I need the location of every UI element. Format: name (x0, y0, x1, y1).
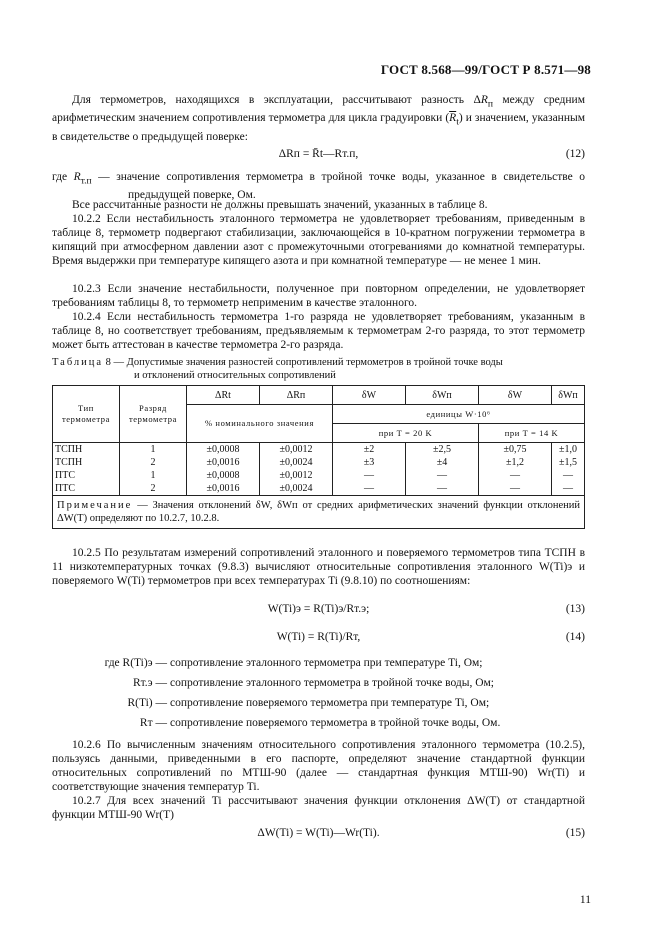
col-dWp-14-header: δWп (552, 386, 585, 405)
equation-15-number: (15) (565, 827, 585, 839)
table-row: ПТС 1 ±0,0008 ±0,0012 — — — — (53, 469, 585, 482)
paragraph-10-2-5: 10.2.5 По результатам измерений сопротивлений эталонного и поверяемого термометров типа ТСПН в 11 низкотемпературных точках (9.8.3) вычисляют относительные сопротивления эталонного W(Ti)э и поверяемого W(Ti) термометров при всех температурах Ti (9.8.10) по соотношениям: (52, 547, 585, 587)
table-row: ТСПН 1 ±0,0008 ±0,0012 ±2 ±2,5 ±0,75 ±1,0 (53, 443, 585, 457)
col-dWp-20-header: δWп (406, 386, 479, 405)
equation-13-number: (13) (565, 603, 585, 615)
paragraph-10-2-4: 10.2.4 Если нестабильность термометра 1-го разряда не удовлетворяет требованиям, указанным в таблице 8, но соответствует требованиям, предъявляемым к термометрам 2-го разряда, то этот термометр может быть аттестован в качестве термометра 2-го разряда. (52, 311, 585, 351)
at-14k: при T = 14 K (479, 424, 585, 443)
where-12-definition: где $R_{т.п}$ — значение сопротивления термометра в тройной точке воды, указанное в свидетельстве о предыдущей поверке, Ом. (52, 171, 585, 202)
table-row: ПТС 2 ±0,0016 ±0,0024 — — — — (53, 482, 585, 496)
paragraph-limits: Все рассчитанные разности не должны превышать значений, указанных в таблице 8. (72, 199, 488, 211)
units-w: единицы W·10⁶ (333, 405, 585, 424)
equation-15-formula: ΔW(Ti) = W(Ti)—Wr(Ti). (257, 827, 380, 839)
table-8-note: Примечание — Значения отклонений δW, δWп от средних арифметических значений функции отклонений ΔW(T) определяют по 10.2.7, 10.2.8. (53, 496, 585, 529)
equation-13-formula: W(Ti)э = R(Ti)э/Rт.э; (267, 603, 370, 615)
paragraph-10-2-2: 10.2.2 Если нестабильность эталонного термометра не удовлетворяет требованиям, приведенным в таблице 8, термометр подвергают стабилизации, заключающейся в 10-кратном погружении термометра в кипящий при атмосферном давлении азот с промежуточными отогреваниями до комнатной температуры. Время выдержки при температуре кипящего азота и при комнатной температуре — не менее 1 мин. (52, 213, 585, 267)
col-dRt-header: ΔRt (187, 386, 260, 405)
intro-paragraph: Для термометров, находящихся в эксплуатации, рассчитывают разность $\Delta R_п$ между средним арифметическим значением сопротивления термометра для цикла градуировки $(\overline{R}_t)$ и значением, указанным в свидетельстве о предыдущей поверке: (52, 94, 585, 143)
table-8-caption: Таблица 8 — Допустимые значения разностей сопротивлений термометров в тройной точке воды и отклонений относительных сопротивлений (52, 357, 503, 381)
col-dW-20-header: δW (333, 386, 406, 405)
col-dRp-header: ΔRп (260, 386, 333, 405)
col-grade-header: Разряд термометра (120, 386, 187, 443)
units-ohm: % номинального значения (187, 405, 333, 443)
col-type-header: Тип термометра (53, 386, 120, 443)
table-row: ТСПН 2 ±0,0016 ±0,0024 ±3 ±4 ±1,2 ±1,5 (53, 456, 585, 469)
equation-12-formula: ΔRп = R̄t—Rт.п, (278, 148, 359, 160)
at-20k: при T = 20 K (333, 424, 479, 443)
col-dW-14-header: δW (479, 386, 552, 405)
page-number: 11 (579, 894, 591, 906)
table-8 (52, 385, 585, 529)
document-page: ГОСТ 8.568—99/ГОСТ Р 8.571—98 Для термометров, находящихся в эксплуатации, рассчитывают разность $\Delta R_п$ между средним арифметическим значением сопротивления термометра для цикла градуировки $(\overline{R}_t)$ и значением, указанным в свидетельстве о предыдущей поверке: ΔRп = R̄t—Rт.п, (12) где $R_{т.п}$ — значение сопротивления термометра в тройной точке воды, указанное в свидетельстве о предыдущей поверке, Ом. Все рассчитанные разности не должны превышать значений, указанных в таблице 8. 10.2.2 Если нестабильность эталонного термометра не удовлетворяет требованиям, приведенным в таблице 8, термометр подвергают стабилизации, заключающейся в 10-кратном погружении термометра в кипящий при атмосферном давлении азот с промежуточными отогреваниями до комнатной температуры. Время выдержки при температуре кипящего азота и при комнатной температуре — не менее 1 мин. 10.2.3 Если значение нестабильности, полученное при повторном определении, не удовлетворяет требованиям таблицы 8, то термометр неприменим в качестве эталонного. 10.2.4 Если нестабильность термометра 1-го разряда не удовлетворяет требованиям, указанным в таблице 8, но соответствует требованиям, предъявляемым к термометрам 2-го разряда, то этот термометр может быть аттестован в качестве термометра 2-го разряда. Таблица 8 — Допустимые значения разностей сопротивлений термометров в тройной точке воды и отклонений относительных сопротивлений Тип термометра Разряд термометра ΔRt ΔRп δW δWп δW δWп % номинального значения единицы W·10⁶ при T = 20 K при T = 14 K ТСПН 1 ±0,0008 ±0,0012 ±2 ±2,5 ±0,75 ±1,0 ТСПН 2 ±0,0016 ±0,0024 ±3 ±4 ±1,2 ±1,5 ПТС 1 ±0,0008 ±0,0012 — — — — ПТС 2 ±0,0016 ±0,0024 — — — — Примечание — Значения отклонений δW, δWп от средних арифметических значений функции отклонений ΔW(T) определяют по 10.2.7, 10.2.8. 10.2.5 По результатам измерений сопротивлений эталонного и поверяемого термометров типа ТСПН в 11 низкотемпературных точках (9.8.3) вычисляют относительные сопротивления эталонного W(Ti)э и поверяемого W(Ti) термометров при всех температурах Ti (9.8.10) по соотношениям: W(Ti)э = R(Ti)э/Rт.э; (13) W(Ti) = R(Ti)/Rт, (14) где R(Ti)э — сопротивление эталонного термометра при температуре Ti, Ом; Rт.э — сопротивление эталонного термометра в тройной точке воды, Ом; R(Ti) — сопротивление поверяемого термометра при температуре Ti, Ом; Rт — сопротивление поверяемого термометра в тройной точке воды, Ом. 10.2.6 По вычисленным значениям относительного сопротивления эталонного термометра (10.2.5), пользуясь данными, приведенными в его паспорте, определяют значение стандартной функции относительных сопротивлений по МТШ-90 (далее — стандартная функция МТШ-90) Wr(Ti) и соответствующие значения температур Ti. 10.2.7 Для всех значений Ti рассчитывают значения функции отклонения ΔW(T) от стандартной функции МТШ-90 Wr(T) ΔW(Ti) = W(Ti)—Wr(Ti). (15) 11 (52, 62, 591, 906)
paragraph-10-2-3: 10.2.3 Если значение нестабильности, полученное при повторном определении, не удовлетворяет требованиям таблицы 8, то термометр неприменим в качестве эталонного. (52, 283, 585, 309)
document-header: ГОСТ 8.568—99/ГОСТ Р 8.571—98 (380, 62, 591, 77)
paragraph-10-2-6: 10.2.6 По вычисленным значениям относительного сопротивления эталонного термометра (10.2.5), пользуясь данными, приведенными в его паспорте, определяют значение стандартной функции относительных сопротивлений по МТШ-90 (далее — стандартная функция МТШ-90) Wr(Ti) и соответствующие значения температур Ti. (52, 739, 585, 793)
equation-14-number: (14) (565, 631, 585, 643)
equation-14-formula: W(Ti) = R(Ti)/Rт, (276, 631, 361, 643)
paragraph-10-2-7: 10.2.7 Для всех значений Ti рассчитывают значения функции отклонения ΔW(T) от стандартной функции МТШ-90 Wr(T) (52, 795, 585, 821)
equation-12-number: (12) (565, 148, 585, 160)
